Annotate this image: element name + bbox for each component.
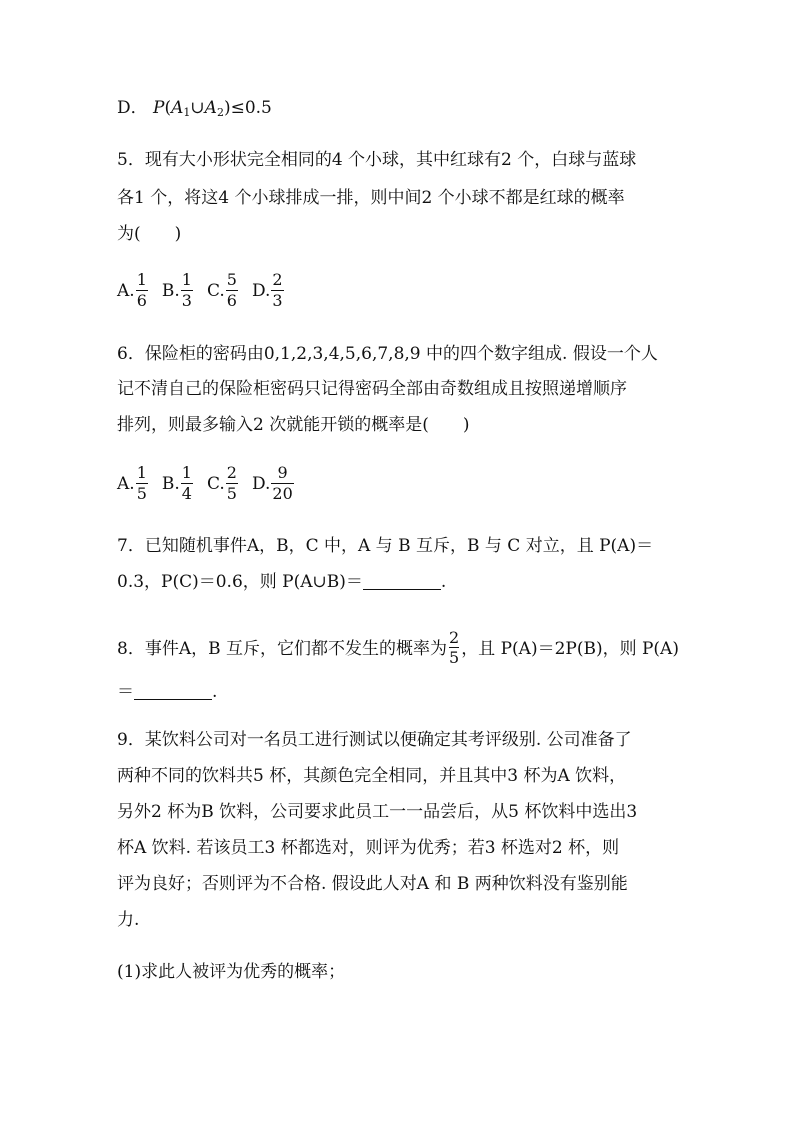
denominator: 6 [136, 291, 147, 310]
numerator: 5 [226, 270, 237, 289]
q5-choice-d[interactable] [252, 270, 284, 311]
denominator: 3 [181, 291, 192, 310]
q6-line-2: 记不清自己的保险柜密码只记得密码全部由奇数组成且按照递增顺序 [117, 379, 627, 399]
q9-line-1: 9．某饮料公司对一名员工进行测试以便确定其考评级别. 公司准备了 [117, 730, 632, 750]
denominator: 5 [226, 484, 237, 503]
event-symbol: A [171, 98, 184, 118]
inequality: )≤0.5 [223, 98, 272, 118]
numerator: 2 [226, 463, 237, 482]
answer-blank[interactable] [134, 681, 212, 700]
q6-line-3: 排列，则最多输入2 次就能开锁的概率是( ) [117, 415, 470, 435]
period: . [440, 572, 447, 592]
subscript: 1 [183, 106, 191, 119]
q8-line-1 [117, 630, 679, 669]
q7-text: 0.3，P(C)＝0.6，则 P(A∪B)＝ [117, 572, 363, 592]
q6-line-1: 6．保险柜的密码由0,1,2,3,4,5,6,7,8,9 中的四个数字组成. 假设一个人 [117, 344, 658, 364]
answer-blank[interactable] [363, 571, 441, 590]
q5-choice-c[interactable] [207, 270, 238, 311]
fraction [271, 463, 293, 504]
union-symbol: ∪ [190, 98, 205, 118]
fraction [271, 270, 283, 311]
q7-line-2 [117, 570, 446, 594]
fraction [449, 628, 459, 667]
q6-choice-b[interactable] [162, 463, 193, 504]
numerator: 2 [272, 270, 283, 289]
q9-line-2: 两种不同的饮料共5 杯，其颜色完全相同，并且其中3 杯为A 饮料， [117, 766, 627, 786]
q9-line-4: 杯A 饮料. 若该员工3 杯都选对，则评为优秀；若3 杯选对2 杯，则 [117, 838, 620, 858]
choice-label: D. [251, 280, 271, 301]
q5-choice-b[interactable] [162, 270, 193, 311]
fraction [181, 270, 193, 311]
q9-line-3: 另外2 杯为B 饮料，公司要求此员工一一品尝后，从5 杯饮料中选出3 [117, 802, 638, 822]
option-label: D． [117, 98, 148, 118]
period: . [212, 682, 218, 702]
q4-option-d [117, 96, 272, 125]
q9-line-5: 评为良好；否则评为不合格. 假设此人对A 和 B 两种饮料没有鉴别能 [117, 874, 628, 894]
q5-line-2: 各1 个，将这4 个小球排成一排，则中间2 个小球不都是红球的概率 [117, 188, 625, 208]
q8-text: 8．事件A，B 互斥，它们都不发生的概率为 [117, 639, 447, 659]
q6-choices [117, 463, 308, 504]
denominator: 5 [449, 648, 460, 667]
q8-text: ，且 P(A)＝2P(B)，则 P(A) [461, 639, 679, 659]
fraction [226, 463, 238, 504]
fraction [226, 270, 238, 311]
denominator: 20 [272, 484, 293, 503]
numerator: 1 [181, 463, 192, 482]
denominator: 3 [272, 291, 283, 310]
paren: ( [164, 98, 172, 118]
q5-choices [117, 270, 298, 311]
numerator: 9 [277, 463, 288, 482]
choice-label: A. [117, 280, 135, 301]
choice-label: B. [161, 473, 180, 494]
choice-label: C. [206, 473, 225, 494]
q6-choice-d[interactable] [252, 463, 294, 504]
numerator: 2 [449, 628, 460, 647]
choice-label: B. [161, 280, 180, 301]
q5-choice-a[interactable] [117, 270, 148, 311]
choice-label: C. [206, 280, 225, 301]
q9-sub-1: (1)求此人被评为优秀的概率； [117, 962, 346, 982]
numerator: 1 [136, 270, 147, 289]
q6-choice-a[interactable] [117, 463, 148, 504]
q6-choice-c[interactable] [207, 463, 238, 504]
denominator: 5 [136, 484, 147, 503]
denominator: 6 [226, 291, 237, 310]
q5-line-3: 为( ) [117, 224, 182, 244]
fraction [136, 270, 148, 311]
equals-sign: ＝ [117, 682, 134, 702]
q8-line-2 [117, 680, 217, 704]
subscript: 2 [216, 106, 224, 119]
choice-label: D. [251, 473, 271, 494]
prob-symbol: P [153, 98, 165, 118]
denominator: 4 [181, 484, 192, 503]
q5-line-1: 5．现有大小形状完全相同的4 个小球，其中红球有2 个，白球与蓝球 [117, 150, 637, 170]
numerator: 1 [136, 463, 147, 482]
fraction [136, 463, 148, 504]
numerator: 1 [181, 270, 192, 289]
choice-label: A. [117, 473, 135, 494]
fraction [181, 463, 193, 504]
q9-line-6: 力. [117, 910, 140, 930]
q7-line-1: 7．已知随机事件A，B，C 中，A 与 B 互斥，B 与 C 对立，且 P(A)＝ [117, 536, 654, 556]
event-symbol: A [204, 98, 217, 118]
